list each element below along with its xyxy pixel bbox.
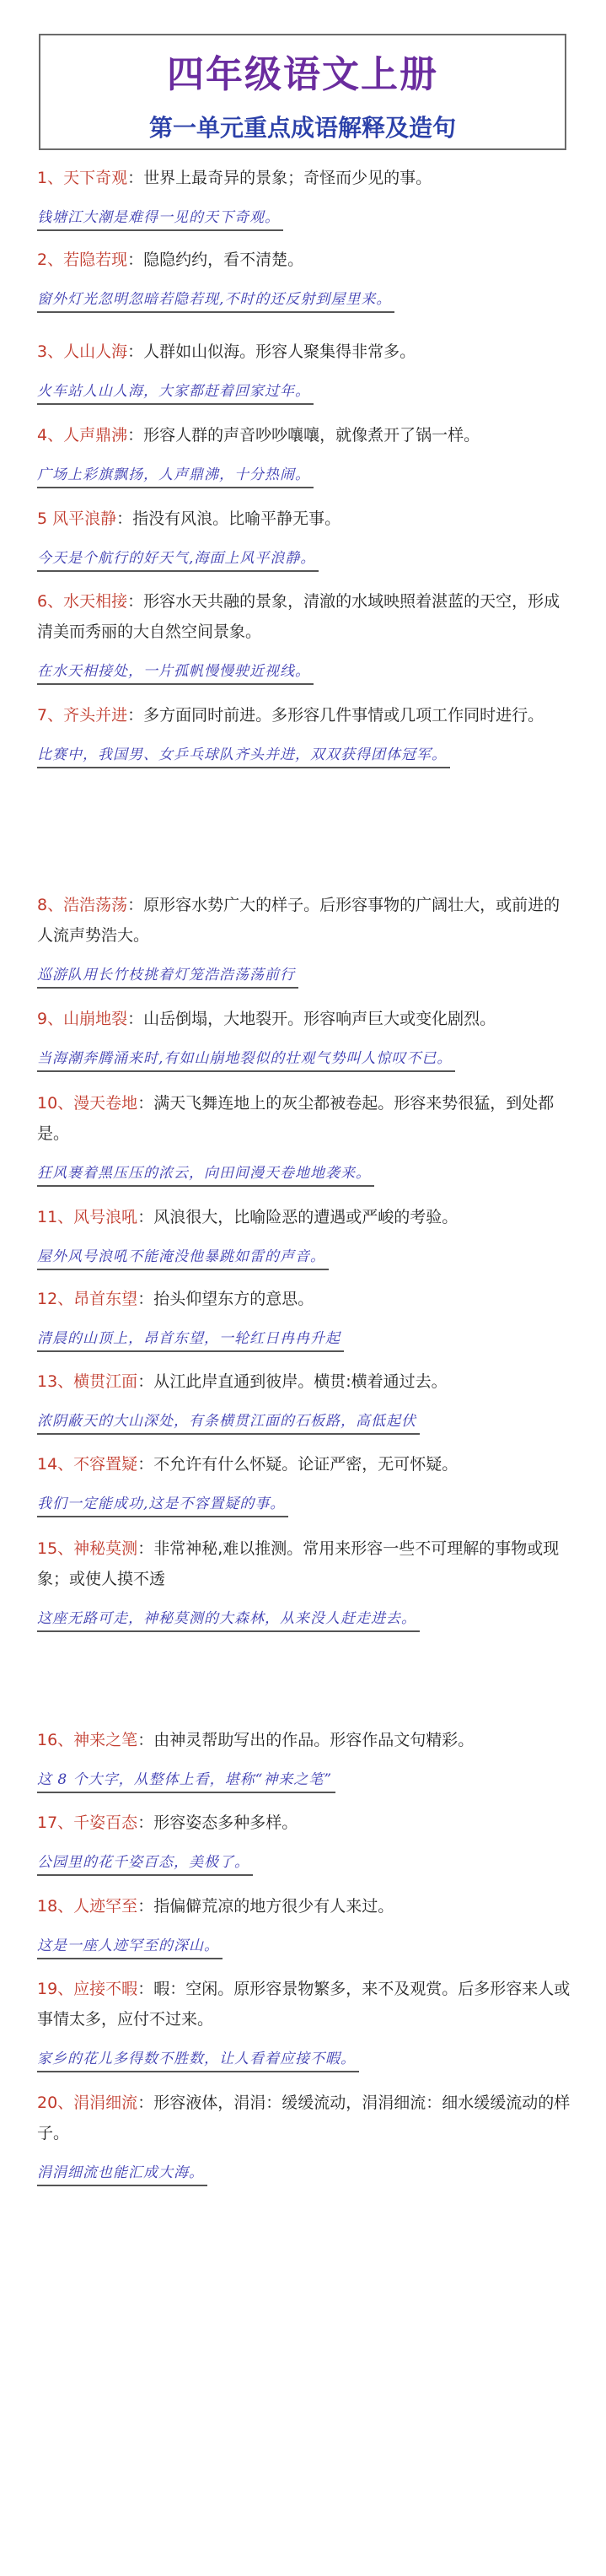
idiom-term: 17、千姿百态 xyxy=(37,1813,138,1832)
entry-17 xyxy=(37,1808,573,1876)
idiom-meaning: 抬头仰望东方的意思。 xyxy=(153,1290,314,1308)
page-title: 四年级语文上册 xyxy=(167,53,438,96)
idiom-term: 3、人山人海 xyxy=(37,342,128,361)
entry-13 xyxy=(37,1366,573,1435)
idiom-meaning: 从江此岸直通到彼岸。横贯:横着通过去。 xyxy=(153,1372,448,1391)
example-sentence: 钱塘江大潮是难得一见的天下奇观。 xyxy=(37,205,283,231)
definition: 3、人山人海：人群如山似海。形容人聚集得非常多。 xyxy=(37,342,416,361)
entry-7 xyxy=(37,700,573,768)
entry-18 xyxy=(37,1891,573,1959)
definition: 7、齐头并进：多方面同时前进。多形容几件事情或几项工作同时进行。 xyxy=(37,706,544,725)
example-sentence: 窗外灯光忽明忽暗若隐若现,不时的还反射到屋里来。 xyxy=(37,287,394,313)
idiom-term: 7、齐头并进 xyxy=(37,706,128,725)
idiom-term: 11、风号浪吼 xyxy=(37,1208,138,1226)
entry-12 xyxy=(37,1284,573,1352)
example-sentence: 巡游队用长竹枝挑着灯笼浩浩荡荡前行 xyxy=(37,962,298,989)
idiom-term: 10、漫天卷地 xyxy=(37,1094,138,1113)
definition: 15、神秘莫测：非常神秘,难以推测。常用来形容一些不可理解的事物或现象；或使人摸不透 xyxy=(37,1539,560,1588)
idiom-meaning: 形容液体，涓涓：缓缓流动，涓涓细流：细水缓缓流动的样子。 xyxy=(37,2094,571,2142)
example-sentence: 广场上彩旗飘扬，人声鼎沸，十分热闹。 xyxy=(37,462,314,488)
idiom-meaning: 原形容水势广大的样子。后形容事物的广阔壮大，或前进的人流声势浩大。 xyxy=(37,896,560,945)
idiom-meaning: 山岳倒塌，大地裂开。形容响声巨大或变化剧烈。 xyxy=(143,1010,496,1028)
idiom-meaning: 形容人群的声音吵吵嚷嚷，就像煮开了锅一样。 xyxy=(143,426,480,445)
page-subtitle: 第一单元重点成语解释及造句 xyxy=(148,114,456,142)
entry-11 xyxy=(37,1202,573,1270)
entry-3 xyxy=(37,337,573,405)
idiom-meaning: 世界上最奇异的景象；奇怪而少见的事。 xyxy=(143,169,432,187)
idiom-term: 4、人声鼎沸 xyxy=(37,426,128,445)
idiom-term: 15、神秘莫测 xyxy=(37,1539,138,1558)
idiom-meaning: 暇：空闲。原形容景物繁多，来不及观赏。后多形容来人或事情太多，应付不过来。 xyxy=(37,1980,571,2029)
example-sentence: 在水天相接处，一片孤帆慢慢驶近视线。 xyxy=(37,659,314,685)
idiom-term: 6、水天相接 xyxy=(37,592,128,611)
idiom-term: 8、浩浩荡荡 xyxy=(37,896,128,914)
entry-4 xyxy=(37,420,573,488)
example-sentence: 火车站人山人海，大家都赶着回家过年。 xyxy=(37,379,314,405)
definition: 10、漫天卷地：满天飞舞连地上的灰尘都被卷起。形容来势很猛，到处都是。 xyxy=(37,1094,555,1143)
entry-16 xyxy=(37,1725,573,1793)
definition: 20、涓涓细流：形容液体，涓涓：缓缓流动，涓涓细流：细水缓缓流动的样子。 xyxy=(37,2094,571,2142)
entry-9 xyxy=(37,1004,573,1072)
idiom-term: 13、横贯江面 xyxy=(37,1372,138,1391)
definition: 11、风号浪吼：风浪很大，比喻险恶的遭遇或严峻的考验。 xyxy=(37,1208,459,1226)
example-sentence: 狂风裹着黑压压的浓云，向田间漫天卷地地袭来。 xyxy=(37,1161,374,1187)
definition: 13、横贯江面：从江此岸直通到彼岸。横贯:横着通过去。 xyxy=(37,1372,448,1391)
idiom-term: 9、山崩地裂 xyxy=(37,1010,128,1028)
entry-20 xyxy=(37,2088,573,2186)
entry-1 xyxy=(37,163,573,231)
definition: 2、若隐若现：隐隐约约，看不清楚。 xyxy=(37,251,304,269)
example-sentence: 家乡的花儿多得数不胜数，让人看着应接不暇。 xyxy=(37,2046,359,2072)
example-sentence: 当海潮奔腾涌来时,有如山崩地裂似的壮观气势叫人惊叹不已。 xyxy=(37,1046,455,1072)
idiom-term: 18、人迹罕至 xyxy=(37,1897,138,1916)
definition: 14、不容置疑：不允许有什么怀疑。论证严密，无可怀疑。 xyxy=(37,1455,459,1474)
definition: 9、山崩地裂：山岳倒塌，大地裂开。形容响声巨大或变化剧烈。 xyxy=(37,1010,496,1028)
entry-10 xyxy=(37,1088,573,1187)
idiom-meaning: 不允许有什么怀疑。论证严密，无可怀疑。 xyxy=(153,1455,459,1474)
idiom-meaning: 指偏僻荒凉的地方很少有人来过。 xyxy=(153,1897,394,1916)
definition: 12、昂首东望：抬头仰望东方的意思。 xyxy=(37,1290,314,1308)
idiom-meaning: 人群如山似海。形容人聚集得非常多。 xyxy=(143,342,416,361)
idiom-meaning: 形容姿态多种多样。 xyxy=(153,1813,298,1832)
idiom-meaning: 非常神秘,难以推测。常用来形容一些不可理解的事物或现象；或使人摸不透 xyxy=(37,1539,560,1588)
idiom-term: 5 风平浪静 xyxy=(37,509,117,528)
example-sentence: 公园里的花千姿百态，美极了。 xyxy=(37,1850,253,1876)
definition: 8、浩浩荡荡：原形容水势广大的样子。后形容事物的广阔壮大，或前进的人流声势浩大。 xyxy=(37,896,560,945)
definition: 1、天下奇观：世界上最奇异的景象；奇怪而少见的事。 xyxy=(37,169,432,187)
example-sentence: 这 8 个大字，从整体上看，堪称“神来之笔” xyxy=(37,1767,335,1793)
entry-14 xyxy=(37,1449,573,1517)
idiom-meaning: 风浪很大，比喻险恶的遭遇或严峻的考验。 xyxy=(153,1208,459,1226)
title-box xyxy=(39,34,566,150)
idiom-meaning: 满天飞舞连地上的灰尘都被卷起。形容来势很猛，到处都是。 xyxy=(37,1094,555,1143)
example-sentence: 涓涓细流也能汇成大海。 xyxy=(37,2160,207,2186)
entry-2 xyxy=(37,245,573,313)
example-sentence: 比赛中，我国男、女乒乓球队齐头并进，双双获得团体冠军。 xyxy=(37,742,450,768)
example-sentence: 这座无路可走，神秘莫测的大森林，从来没人赶走进去。 xyxy=(37,1606,420,1632)
example-sentence: 这是一座人迹罕至的深山。 xyxy=(37,1933,223,1959)
idiom-meaning: 隐隐约约，看不清楚。 xyxy=(143,251,304,269)
example-sentence: 浓阴蔽天的大山深处，有条横贯江面的石板路，高低起伏 xyxy=(37,1409,420,1435)
idiom-term: 20、涓涓细流 xyxy=(37,2094,138,2112)
definition: 6、水天相接：形容水天共融的景象，清澈的水域映照着湛蓝的天空，形成清美而秀丽的大自然空间景象。 xyxy=(37,592,560,641)
example-sentence: 今天是个航行的好天气,海面上风平浪静。 xyxy=(37,546,319,572)
entry-19 xyxy=(37,1974,573,2072)
definition: 5 风平浪静：指没有风浪。比喻平静无事。 xyxy=(37,509,341,528)
idiom-meaning: 形容水天共融的景象，清澈的水域映照着湛蓝的天空，形成清美而秀丽的大自然空间景象。 xyxy=(37,592,560,641)
example-sentence: 我们一定能成功,这是不容置疑的事。 xyxy=(37,1491,288,1517)
definition: 4、人声鼎沸：形容人群的声音吵吵嚷嚷，就像煮开了锅一样。 xyxy=(37,426,480,445)
idiom-term: 2、若隐若现 xyxy=(37,251,128,269)
idiom-term: 1、天下奇观 xyxy=(37,169,128,187)
idiom-meaning: 指没有风浪。比喻平静无事。 xyxy=(132,509,341,528)
entry-8 xyxy=(37,890,573,989)
definition: 18、人迹罕至：指偏僻荒凉的地方很少有人来过。 xyxy=(37,1897,394,1916)
idiom-meaning: 多方面同时前进。多形容几件事情或几项工作同时进行。 xyxy=(143,706,544,725)
entry-5 xyxy=(37,504,573,572)
idiom-term: 12、昂首东望 xyxy=(37,1290,138,1308)
definition: 19、应接不暇：暇：空闲。原形容景物繁多，来不及观赏。后多形容来人或事情太多，应付不过来。 xyxy=(37,1980,571,2029)
definition: 16、神来之笔：由神灵帮助写出的作品。形容作品文句精彩。 xyxy=(37,1731,475,1749)
entry-15 xyxy=(37,1533,573,1632)
idiom-term: 14、不容置疑 xyxy=(37,1455,138,1474)
example-sentence: 清晨的山顶上，昂首东望，一轮红日冉冉升起 xyxy=(37,1326,344,1352)
definition: 17、千姿百态：形容姿态多种多样。 xyxy=(37,1813,298,1832)
entry-6 xyxy=(37,586,573,685)
idiom-meaning: 由神灵帮助写出的作品。形容作品文句精彩。 xyxy=(153,1731,475,1749)
example-sentence: 屋外风号浪吼不能淹没他暴跳如雷的声音。 xyxy=(37,1244,329,1270)
idiom-term: 19、应接不暇 xyxy=(37,1980,138,1998)
idiom-term: 16、神来之笔 xyxy=(37,1731,138,1749)
